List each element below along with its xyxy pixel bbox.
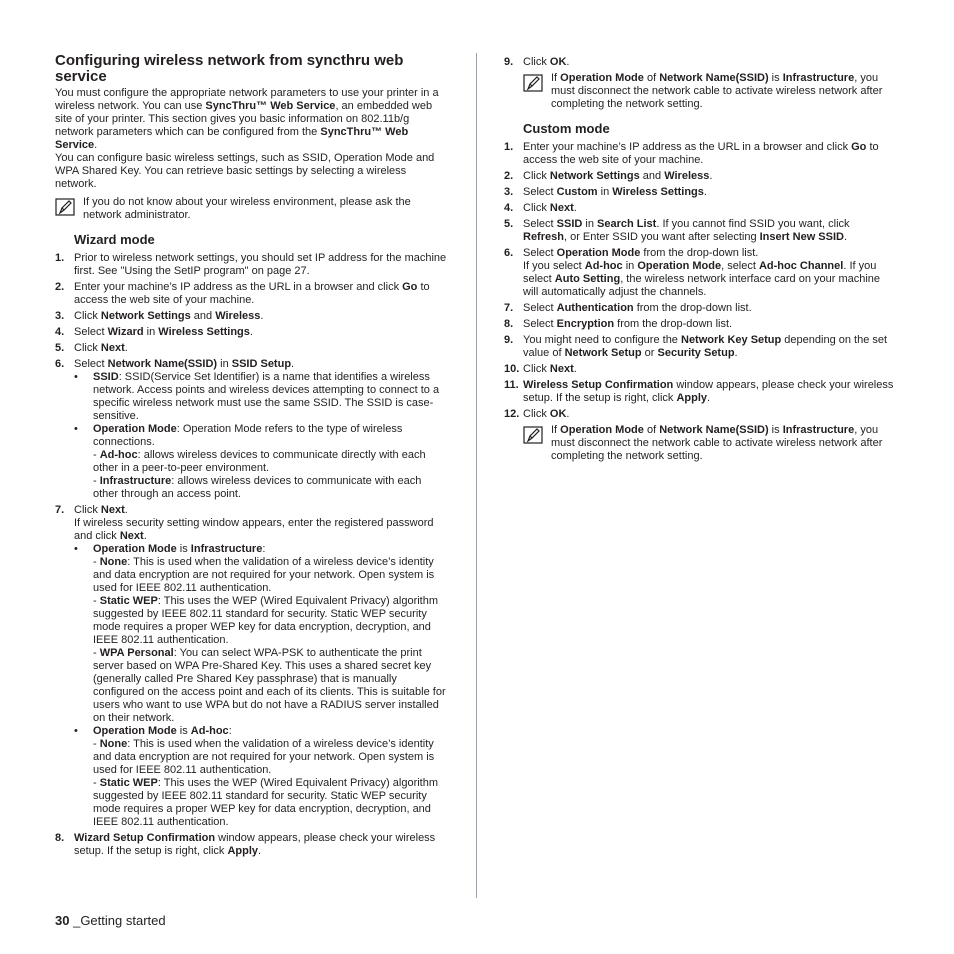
step-bold: Go — [402, 281, 418, 293]
bullet-bold: Ad-hoc — [99, 449, 138, 461]
step-number: 5. — [55, 342, 65, 354]
step-text: . — [260, 310, 264, 322]
bullet-text: : — [228, 725, 232, 737]
step-text: You might need to configure the — [523, 334, 681, 346]
step-bold: SSID — [556, 218, 583, 230]
step-bold: OK — [549, 408, 567, 420]
note-block — [504, 72, 896, 111]
step-text: and — [639, 170, 665, 182]
bullet-text: - — [93, 595, 100, 607]
list-item — [504, 302, 896, 315]
note-text-part: , you must disconnect the network cable to activate wireless network after completing the network setting. — [551, 424, 883, 462]
step-text: or — [641, 347, 658, 359]
page-number: 30 — [55, 913, 70, 928]
step-text: to access the web site of your machine. — [523, 141, 879, 166]
list-item — [504, 170, 896, 183]
custom-steps — [504, 141, 896, 421]
bullet-list — [74, 543, 447, 829]
step-bold: Insert New SSID — [759, 231, 844, 243]
step-number: 1. — [55, 252, 65, 264]
step-bold: Security Setup — [657, 347, 735, 359]
step-text: . — [573, 202, 577, 214]
step-bold: Authentication — [556, 302, 634, 314]
bullet-text: - — [93, 449, 100, 461]
step-bold: Network Setup — [564, 347, 642, 359]
intro-bold: SyncThru™ Web Service — [205, 100, 336, 112]
bullet-dot: • — [74, 543, 78, 555]
step-text: from the drop-down list. — [640, 247, 759, 259]
step-bold: Wizard Setup Confirmation — [74, 832, 216, 844]
note-pencil-icon — [55, 198, 75, 216]
list-item — [55, 310, 447, 323]
step-number: 10. — [504, 363, 520, 375]
step-number: 3. — [504, 186, 514, 198]
bullet-text: : This uses the WEP (Wired Equivalent Privacy) algorithm suggested by IEEE 802.11 standard for security. Static WEP security mode requires a proper WEP key for data encryption, decryption, and IEEE 802.11 authentication. — [93, 777, 439, 828]
wizard-mode-title: Wizard mode — [74, 232, 155, 247]
step-text: and — [190, 310, 216, 322]
step-bold: Auto Setting — [554, 273, 621, 285]
list-item — [504, 202, 896, 215]
step-bold: Operation Mode — [556, 247, 641, 259]
list-item — [504, 247, 896, 299]
step-text: Select — [74, 358, 108, 370]
list-item — [504, 56, 896, 69]
note-text — [551, 424, 896, 463]
note-bold: Network Name(SSID) — [659, 72, 769, 84]
step-number: 8. — [504, 318, 514, 330]
bullet-text: : You can select WPA-PSK to authenticate the print server based on WPA Pre-Shared Key. This uses a shared secret key (generally called Pre Shared Key passphrase) that is manually configured on the access point and each of its clients. This is suitable for users who want to use WPA but do not have a RADIUS server installed on their network. — [93, 647, 446, 724]
list-item — [55, 504, 447, 829]
intro-text: You must configure the appropriate network parameters to use your printer in a wireless network. You can use — [55, 87, 439, 112]
step-bold: Ad-hoc Channel — [758, 260, 844, 272]
step-bold: Operation Mode — [637, 260, 722, 272]
bullet-text: : allows wireless devices to communicate directly with each other in a peer-to-peer environment. — [93, 449, 426, 474]
note-bold: Network Name(SSID) — [659, 424, 769, 436]
step-number: 12. — [504, 408, 520, 420]
step-bold: Wizard — [107, 326, 144, 338]
step-bold: Network Key Setup — [681, 334, 782, 346]
step-text: , or Enter SSID you want after selecting — [563, 231, 760, 243]
bullet-text: : Operation Mode refers to the type of wireless connections. — [93, 423, 403, 448]
step-text: . — [709, 170, 713, 182]
step-bold: Ad-hoc — [584, 260, 623, 272]
step-bold: Custom — [556, 186, 598, 198]
bullet-bold: Infrastructure — [99, 475, 172, 487]
step-text: Click — [523, 202, 550, 214]
note-bold: Operation Mode — [560, 424, 644, 436]
bullet-list — [74, 371, 447, 501]
step-number: 5. — [504, 218, 514, 230]
step-text: . — [566, 408, 570, 420]
step-text: . — [258, 845, 262, 857]
step-text: If you select — [523, 260, 585, 272]
note-text: If you do not know about your wireless environment, please ask the network administrator. — [83, 196, 411, 221]
list-item — [504, 218, 896, 244]
step-text: Click — [523, 363, 550, 375]
step-bold: Wireless Settings — [158, 326, 250, 338]
step-text: depending on the set value of — [523, 334, 888, 359]
bullet-bold: Static WEP — [99, 777, 158, 789]
step-bold: Refresh — [523, 231, 564, 243]
bullet-text: - — [93, 556, 100, 568]
step-text: . — [249, 326, 253, 338]
step-text: Click — [74, 342, 101, 354]
list-item — [55, 358, 447, 501]
step-text: . — [124, 342, 128, 354]
step-text: , select — [721, 260, 759, 272]
step-number: 7. — [504, 302, 514, 314]
note-bold: Infrastructure — [782, 72, 855, 84]
list-item — [55, 252, 447, 278]
step-bold: Next — [549, 202, 574, 214]
right-column — [504, 56, 896, 473]
note-text-part: If — [551, 424, 561, 436]
bullet-bold: WPA Personal — [99, 647, 174, 659]
list-item — [74, 725, 447, 829]
step-bold: SSID Setup — [231, 358, 292, 370]
step-text: Click — [523, 170, 550, 182]
step-bold: Network Name(SSID) — [107, 358, 218, 370]
bullet-text: : SSID(Service Set Identifier) is a name that identifies a wireless network. Access points and wireless devices attempting to connect to a specific wireless network must use the same SSID. The SSID is case-sensitive. — [93, 371, 440, 422]
bullet-text: : This uses the WEP (Wired Equivalent Privacy) algorithm suggested by IEEE 802.11 standard for security. Static WEP security mode requires a proper WEP key for data encryption, decryption, and IEEE 802.11 authentication. — [93, 595, 439, 646]
step-bold: Next — [100, 504, 125, 516]
bullet-bold: Operation Mode — [93, 423, 177, 435]
list-item — [55, 342, 447, 355]
note-text-part: is — [768, 424, 783, 436]
step-number: 2. — [504, 170, 514, 182]
bullet-bold: Static WEP — [99, 595, 158, 607]
step-text: If wireless security setting window appears, enter the registered password and click — [74, 517, 434, 542]
step-bold: Wireless Setup Confirmation — [523, 379, 674, 391]
step-text: Click — [74, 310, 101, 322]
note-pencil-icon — [523, 426, 543, 444]
step-number: 6. — [55, 358, 65, 370]
bullet-bold: SSID — [93, 371, 119, 383]
step-text: from the drop-down list. — [633, 302, 752, 314]
step-text: Enter your machine’s IP address as the URL in a browser and click — [74, 281, 403, 293]
step-text: Select — [523, 186, 557, 198]
bullet-dot: • — [74, 371, 78, 383]
note-bold: Operation Mode — [560, 72, 644, 84]
step-text: in — [622, 260, 638, 272]
step-text: . — [143, 530, 147, 542]
intro-paragraph-1 — [55, 87, 447, 152]
step-text: . — [566, 56, 570, 68]
note-box — [55, 196, 447, 222]
step-text: Select — [523, 218, 557, 230]
step-text: from the drop-down list. — [614, 318, 733, 330]
list-item — [504, 186, 896, 199]
list-item — [504, 363, 896, 376]
bullet-text: : allows wireless devices to communicate with each other through an access point. — [93, 475, 422, 500]
step-number: 9. — [504, 56, 514, 68]
note-text — [551, 72, 896, 111]
step-text: . — [707, 392, 711, 404]
page-footer — [55, 913, 166, 929]
step-text: Select — [523, 302, 557, 314]
list-item — [74, 543, 447, 725]
bullet-dot: • — [74, 423, 78, 435]
wizard-steps-continued — [504, 56, 896, 69]
step-bold: Network Settings — [549, 170, 640, 182]
bullet-dot: • — [74, 725, 78, 737]
step-text: Prior to wireless network settings, you should set IP address for the machine first. See "Using the SetIP program" on page 27. — [74, 252, 447, 277]
step-number: 2. — [55, 281, 65, 293]
step-bold: Wireless Settings — [612, 186, 704, 198]
list-item — [504, 379, 896, 405]
list-item — [504, 141, 896, 167]
intro-paragraph-2: You can configure basic wireless settings, such as SSID, Operation Mode and WPA Shared Key. You can retrieve basic settings by selecting a wireless network. — [55, 152, 435, 190]
step-text: in — [217, 358, 232, 370]
intro-bold: SyncThru™ Web Service — [55, 126, 409, 151]
bullet-bold: Operation Mode — [93, 725, 177, 737]
step-bold: Apply — [676, 392, 708, 404]
step-number: 9. — [504, 334, 514, 346]
step-bold: Wireless — [215, 310, 261, 322]
list-item — [55, 281, 447, 307]
bullet-bold: Ad-hoc — [190, 725, 229, 737]
step-bold: Search List — [597, 218, 657, 230]
step-text: Select — [74, 326, 108, 338]
step-bold: Apply — [227, 845, 259, 857]
step-bold: Encryption — [556, 318, 615, 330]
bullet-text: is — [176, 725, 191, 737]
bullet-text: : — [262, 543, 266, 555]
step-text: . If you cannot find SSID you want, click — [656, 218, 850, 230]
step-number: 7. — [55, 504, 65, 516]
note-box — [523, 72, 896, 111]
note-text-part: , you must disconnect the network cable to activate wireless network after completing the network setting. — [551, 72, 883, 110]
step-bold: Next — [549, 363, 574, 375]
step-bold: Next — [119, 530, 144, 542]
list-item — [55, 832, 447, 858]
bullet-text: : This is used when the validation of a wireless device’s identity and data encryption are not required for your network. Open system is used for IEEE 802.11 authentication. — [93, 738, 435, 776]
column-divider — [476, 53, 477, 898]
bullet-text: - — [93, 777, 100, 789]
step-number: 4. — [504, 202, 514, 214]
step-number: 4. — [55, 326, 65, 338]
bullet-bold: Infrastructure — [190, 543, 263, 555]
bullet-text: : This is used when the validation of a wireless device’s identity and data encryption are not required for your network. Open system is used for IEEE 802.11 authentication. — [93, 556, 435, 594]
list-item — [74, 371, 447, 423]
bullet-text: - — [93, 475, 100, 487]
step-text: , the wireless network interface card on your machine will automatically adjust the channels. — [523, 273, 881, 298]
section-title: Configuring wireless network from syncthru web service — [55, 52, 404, 85]
list-item — [504, 334, 896, 360]
step-text: . — [734, 347, 738, 359]
note-text-part: of — [643, 72, 660, 84]
step-number: 6. — [504, 247, 514, 259]
step-text: . — [124, 504, 128, 516]
intro-text: . — [94, 139, 98, 151]
list-item — [55, 326, 447, 339]
step-number: 11. — [504, 379, 519, 391]
step-text: to access the web site of your machine. — [74, 281, 430, 306]
bullet-text: is — [176, 543, 191, 555]
step-text: in — [597, 186, 613, 198]
note-text-part: of — [643, 424, 660, 436]
step-text: in — [582, 218, 598, 230]
step-text: Click — [74, 504, 101, 516]
step-text: window appears, please check your wireless setup. If the setup is right, click — [74, 832, 436, 857]
list-item — [504, 318, 896, 331]
note-bold: Infrastructure — [782, 424, 855, 436]
note-block — [504, 424, 896, 463]
left-column — [55, 53, 447, 861]
step-bold: OK — [549, 56, 567, 68]
list-item — [74, 423, 447, 501]
step-text: window appears, please check your wireless setup. If the setup is right, click — [523, 379, 894, 404]
bullet-text: - — [93, 738, 100, 750]
step-bold: Wireless — [664, 170, 710, 182]
step-number: 1. — [504, 141, 514, 153]
step-text: in — [143, 326, 159, 338]
note-box — [523, 424, 896, 463]
step-text: Click — [523, 56, 550, 68]
bullet-text: - — [93, 647, 100, 659]
note-text-part: is — [768, 72, 783, 84]
step-text: Select — [523, 318, 557, 330]
list-item — [504, 408, 896, 421]
step-text: Select — [523, 247, 557, 259]
step-bold: Next — [100, 342, 125, 354]
custom-mode-title: Custom mode — [523, 121, 610, 136]
step-bold: Network Settings — [100, 310, 191, 322]
step-text: Click — [523, 408, 550, 420]
footer-section: _Getting started — [73, 913, 166, 928]
step-number: 8. — [55, 832, 65, 844]
step-bold: Go — [851, 141, 867, 153]
bullet-bold: None — [99, 738, 128, 750]
bullet-bold: None — [99, 556, 128, 568]
step-text: . — [843, 231, 848, 243]
step-text: . If you select — [523, 260, 877, 285]
note-text-part: If — [551, 72, 561, 84]
bullet-bold: Operation Mode — [93, 543, 177, 555]
wizard-steps — [55, 252, 447, 858]
intro-text: , an embedded web site of your printer. This section gives you basic information on 802.11b/g network parameters which can be configured from the — [55, 100, 433, 138]
step-text: . — [291, 358, 295, 370]
note-pencil-icon — [523, 74, 543, 92]
step-text: . — [573, 363, 577, 375]
step-number: 3. — [55, 310, 65, 322]
step-text: . — [703, 186, 707, 198]
step-text: Enter your machine’s IP address as the URL in a browser and click — [523, 141, 852, 153]
